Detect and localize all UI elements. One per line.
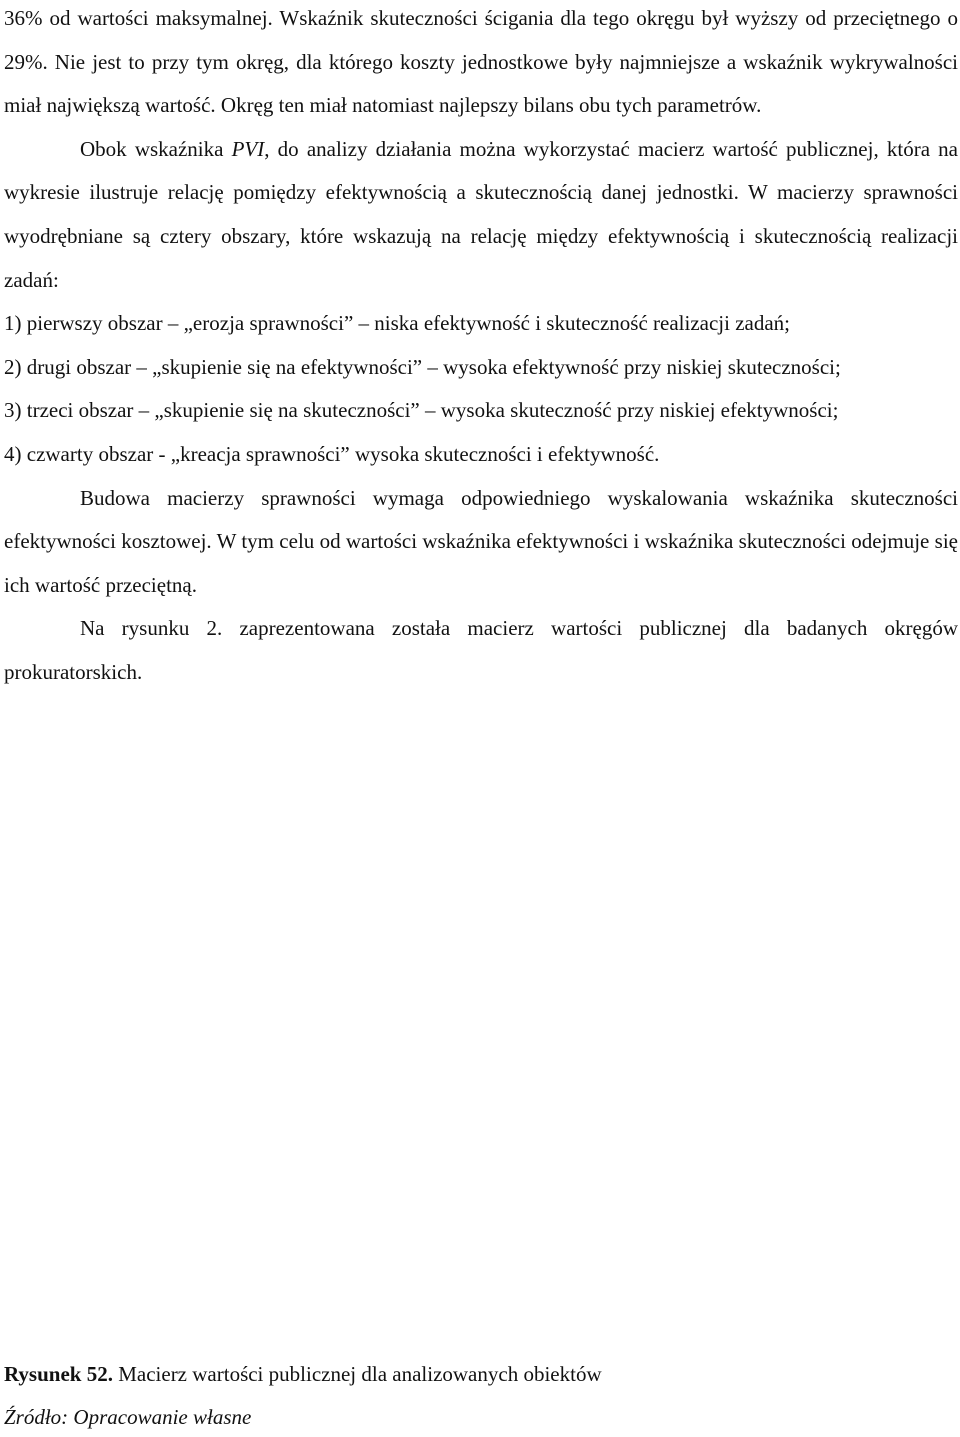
paragraph-1: 36% od wartości maksymalnej. Wskaźnik skuteczności ścigania dla tego okręgu był wyższy od przeciętnego o 29%. Nie jest to przy tym okręg, dla którego koszty jednostkowe były najmniejsze a wskaźnik wykrywalności miał największą wartość. Okręg ten miał natomiast najlepszy bilans obu tych parametrów. [4,6,958,118]
list-item: 4) czwarty obszar - „kreacja sprawności” wysoka skuteczności i efektywność. [4,441,660,466]
list-item: 1) pierwszy obszar – „erozja sprawności” – niska efektywność i skuteczność realizacji zadań; [4,311,791,336]
pvi-term: PVI [231,136,265,161]
paragraph-3: Budowa macierzy sprawności wymaga odpowiedniego wyskalowania wskaźnika skuteczności efektywności kosztowej. W tym celu od wartości wskaźnika efektywności i wskaźnika skuteczności odejmuje się ich wartość przeciętną. [4,485,958,597]
figure-source: Źródło: Opracowanie własne [4,1405,252,1429]
paragraph-2 [4,128,958,302]
paragraph-2-text-a: Obok wskaźnika [80,136,232,161]
figure-caption [4,1354,602,1394]
document-body [4,0,958,695]
list-item: 2) drugi obszar – „skupienie się na efektywności” – wysoka efektywność przy niskiej skuteczności; [4,354,841,379]
list-item: 3) trzeci obszar – „skupienie się na skuteczności” – wysoka skuteczność przy niskiej efektywności; [4,398,839,423]
figure-label: Rysunek 52. [4,1362,113,1386]
figure-caption-text: Macierz wartości publicznej dla analizowanych obiektów [112,1362,602,1386]
paragraph-2-text-b: , do analizy działania można wykorzystać macierz wartość publicznej, która na wykresie ilustruje relację pomiędzy efektywnością a skutecznością danej jednostki. W macierzy sprawności wyodrębniane są cztery obszary, które wskazują na relację między efektywnością i skutecznością realizacji zadań: [4,136,958,292]
paragraph-4: Na rysunku 2. zaprezentowana została macierz wartości publicznej dla badanych okręgów prokuratorskich. [4,616,958,684]
